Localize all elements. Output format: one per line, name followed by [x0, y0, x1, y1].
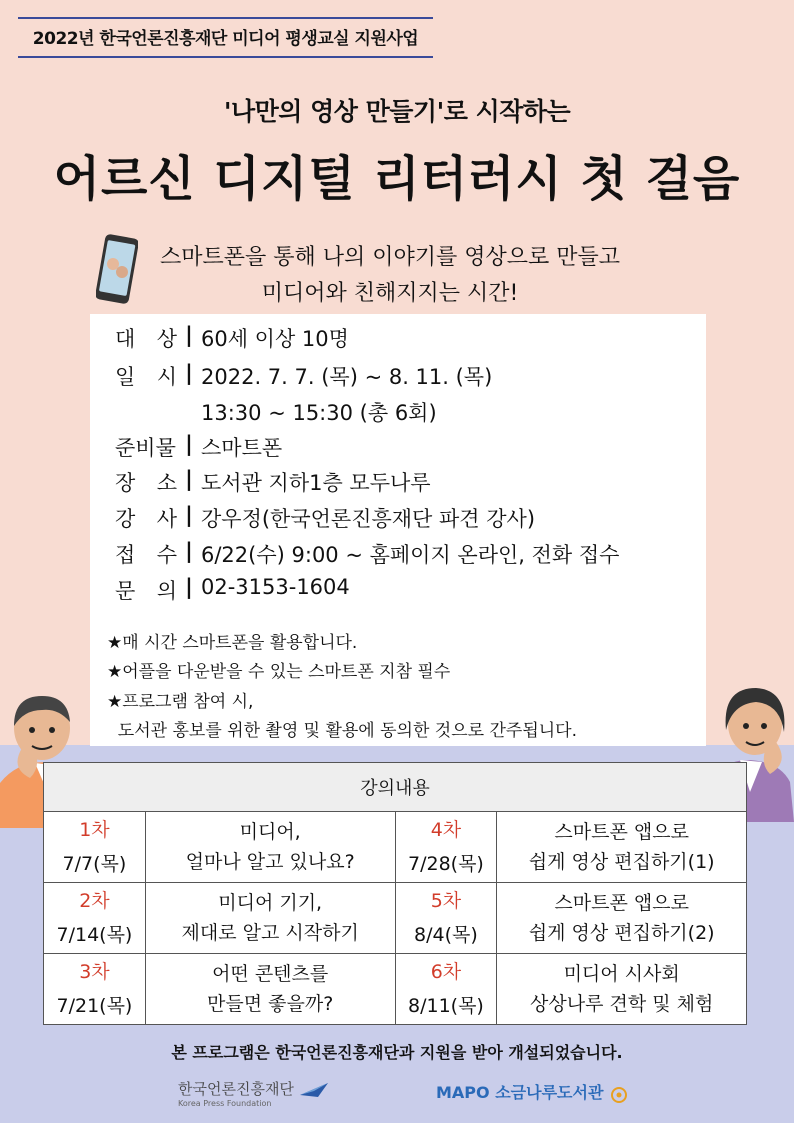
- info-value: 02-3153-1604: [201, 575, 350, 599]
- mapo-library-name: MAPO 소금나루도서관: [436, 1083, 604, 1102]
- intro-line-1: 스마트폰을 통해 나의 이야기를 영상으로 만들고: [159, 245, 620, 270]
- table-row: [44, 883, 747, 954]
- table-row: [44, 954, 747, 1025]
- session-number: 1차: [79, 819, 110, 841]
- info-label: 일 시: [115, 365, 177, 389]
- info-row: [115, 323, 349, 353]
- topic-line-2: 얼마나 알고 있나요?: [185, 851, 355, 873]
- session-cell: [44, 954, 146, 1025]
- topic-line-1: 어떤 콘텐츠를: [212, 963, 329, 985]
- session-cell: [395, 883, 497, 954]
- topic-line-2: 상상나루 견학 및 체험: [530, 993, 714, 1015]
- info-label: [115, 397, 177, 427]
- topic-cell: [497, 812, 747, 883]
- kpf-logo-english: Korea Press Foundation: [178, 1099, 272, 1108]
- session-number: 5차: [430, 890, 462, 912]
- topic-line-1: 스마트폰 앱으로: [554, 821, 689, 843]
- info-value: 13:30 ~ 15:30 (총 6회): [201, 401, 437, 425]
- info-value: 도서관 지하1층 모두나루: [201, 471, 431, 495]
- info-separator: |: [185, 361, 193, 385]
- info-separator: |: [185, 503, 193, 527]
- info-separator: |: [185, 323, 193, 347]
- intro-text: [140, 240, 640, 312]
- footer-note: 본 프로그램은 한국언론진흥재단과 지원을 받아 개설되었습니다.: [171, 1043, 623, 1062]
- topic-line-1: 미디어,: [239, 821, 301, 843]
- info-label: 장 소: [115, 471, 177, 495]
- info-label: 접 수: [115, 543, 177, 567]
- mapo-library-logo: [436, 1080, 629, 1103]
- session-number: 3차: [79, 961, 110, 983]
- kpf-logo: [178, 1078, 328, 1108]
- info-label: 문 의: [115, 579, 177, 603]
- info-value: 60세 이상 10명: [201, 327, 349, 351]
- topic-line-1: 미디어 시사회: [563, 963, 680, 985]
- topic-line-2: 제대로 알고 시작하기: [181, 922, 359, 944]
- info-separator: |: [185, 575, 193, 599]
- header-rule-top: [18, 17, 433, 19]
- schedule-table: [43, 762, 747, 1025]
- intro-line-2: 미디어와 친해지지는 시간!: [261, 281, 519, 306]
- page-title: 어르신 디지털 리터러시 첫 걸음: [53, 151, 741, 207]
- topic-cell: [145, 883, 395, 954]
- session-cell: [395, 954, 497, 1025]
- session-cell: [44, 812, 146, 883]
- library-emblem-icon: [609, 1085, 629, 1103]
- topic-line-2: 만들면 좋을까?: [207, 993, 334, 1015]
- info-separator: |: [185, 539, 193, 563]
- info-row: [115, 575, 350, 605]
- session-date: 7/21(목): [56, 995, 133, 1017]
- session-date: 7/28(목): [407, 853, 484, 875]
- note: ★어플을 다운받을 수 있는 스마트폰 지참 필수: [107, 662, 451, 682]
- info-row: [115, 467, 431, 497]
- session-date: 7/14(목): [56, 924, 133, 946]
- sponsor-line: 2022년 한국언론진흥재단 미디어 평생교실 지원사업: [32, 29, 419, 49]
- session-date: 8/4(목): [414, 924, 478, 946]
- topic-line-1: 스마트폰 앱으로: [554, 892, 689, 914]
- info-separator: |: [185, 467, 193, 491]
- subtitle: '나만의 영상 만들기'로 시작하는: [223, 97, 571, 126]
- topic-cell: [145, 954, 395, 1025]
- info-row: [115, 361, 492, 391]
- info-value: 강우정(한국언론진흥재단 파견 강사): [201, 507, 536, 531]
- topic-line-2: 쉽게 영상 편집하기(1): [528, 851, 715, 873]
- topic-cell: [497, 883, 747, 954]
- schedule-header: 강의내용: [44, 763, 747, 812]
- session-cell: [44, 883, 146, 954]
- kpf-logo-korean: 한국언론진흥재단: [178, 1080, 294, 1098]
- topic-cell: [497, 954, 747, 1025]
- info-label: 준비물: [115, 436, 176, 460]
- header-rule-bottom: [18, 56, 433, 58]
- topic-line-1: 미디어 기기,: [218, 892, 323, 914]
- note: ★프로그램 참여 시,: [107, 692, 254, 712]
- table-row: [44, 812, 747, 883]
- topic-cell: [145, 812, 395, 883]
- info-row: [115, 432, 282, 462]
- info-row: [115, 397, 437, 427]
- session-number: 2차: [79, 890, 110, 912]
- session-date: 7/7(목): [62, 853, 127, 875]
- kpf-emblem-icon: [300, 1081, 328, 1097]
- info-value: 스마트폰: [201, 436, 283, 460]
- topic-line-2: 쉽게 영상 편집하기(2): [528, 922, 715, 944]
- info-value: 2022. 7. 7. (목) ~ 8. 11. (목): [201, 365, 493, 389]
- session-date: 8/11(목): [407, 995, 484, 1017]
- info-row: [115, 539, 619, 569]
- note: 도서관 홍보를 위한 촬영 및 활용에 동의한 것으로 간주됩니다.: [107, 721, 577, 741]
- info-label: 대 상: [115, 327, 177, 351]
- info-row: [115, 503, 535, 533]
- info-value: 6/22(수) 9:00 ~ 홈페이지 온라인, 전화 접수: [201, 543, 620, 567]
- session-number: 4차: [430, 819, 462, 841]
- note: ★매 시간 스마트폰을 활용합니다.: [107, 633, 358, 653]
- info-label: 강 사: [115, 507, 177, 531]
- session-cell: [395, 812, 497, 883]
- session-number: 6차: [430, 961, 462, 983]
- info-separator: |: [185, 432, 193, 456]
- smartphone-icon: [96, 234, 138, 304]
